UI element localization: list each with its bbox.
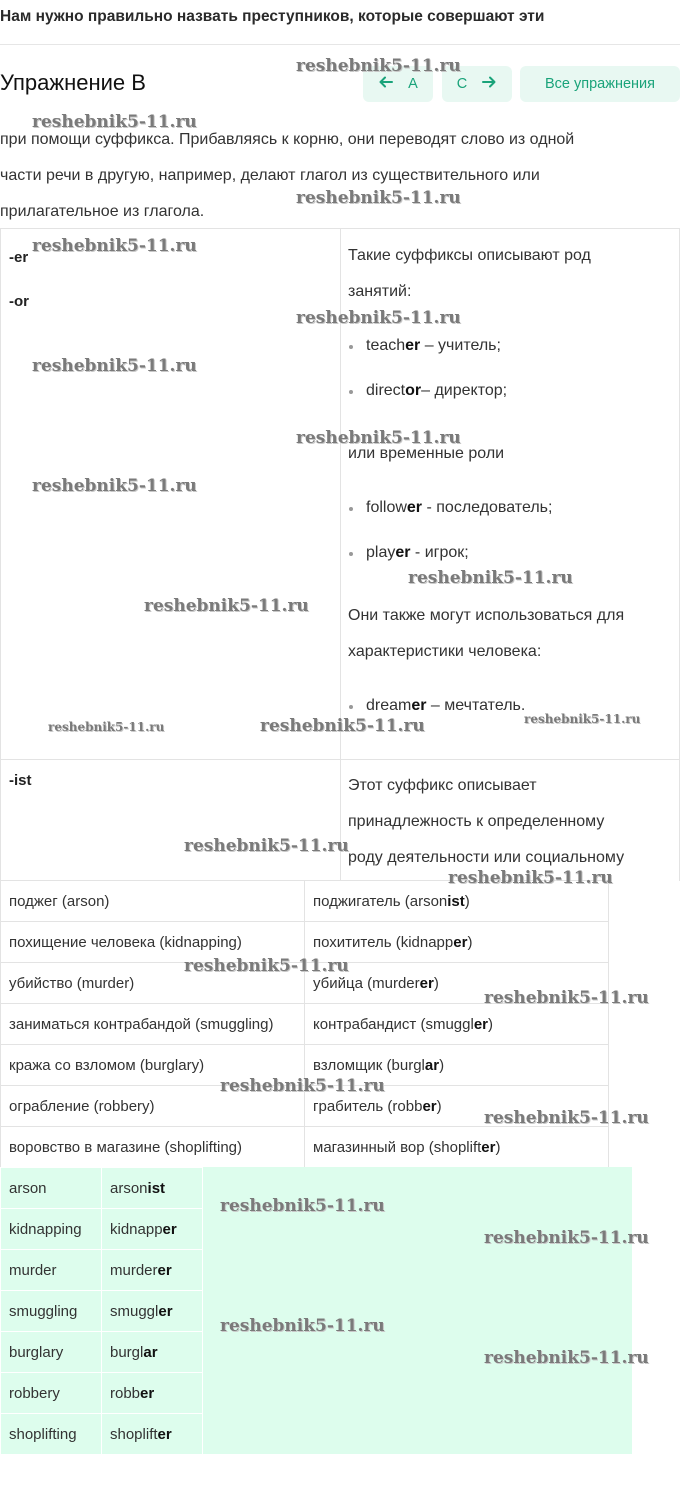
example-player: player - игрок; bbox=[366, 544, 469, 561]
suffix-er: -er bbox=[9, 249, 29, 266]
crime-cell: заниматься контрабандой (smuggling) bbox=[1, 1004, 305, 1045]
watermark: reshebnik5-11.ru bbox=[144, 596, 309, 616]
crime-cell: убийство (murder) bbox=[1, 963, 305, 1004]
answer-table bbox=[0, 1167, 203, 1455]
divider bbox=[0, 44, 680, 45]
watermark: reshebnik5-11.ru bbox=[184, 956, 349, 976]
watermark: reshebnik5-11.ru bbox=[48, 720, 165, 734]
watermark: reshebnik5-11.ru bbox=[220, 1196, 385, 1216]
intro-line: прилагательное из глагола. bbox=[0, 203, 205, 220]
rule-row-er-or bbox=[0, 229, 680, 760]
crime-cell: поджег (arson) bbox=[1, 881, 305, 922]
exercise-title: Упражнение B bbox=[0, 70, 146, 95]
suffix-cell bbox=[0, 760, 341, 881]
watermark: reshebnik5-11.ru bbox=[296, 308, 461, 328]
crime-word: burglary bbox=[1, 1332, 102, 1373]
table-row bbox=[1, 963, 609, 1004]
crime-word: shoplifting bbox=[1, 1414, 102, 1455]
crime-cell: похищение человека (kidnapping) bbox=[1, 922, 305, 963]
desc-line: Они также могут использоваться для bbox=[348, 607, 625, 624]
criminal-cell: похититель (kidnapper) bbox=[305, 922, 609, 963]
crime-word: robbery bbox=[1, 1373, 102, 1414]
criminal-cell: контрабандист (smuggler) bbox=[305, 1004, 609, 1045]
watermark: reshebnik5-11.ru bbox=[484, 988, 649, 1008]
watermark: reshebnik5-11.ru bbox=[184, 836, 349, 856]
criminal-cell: грабитель (robber) bbox=[305, 1086, 609, 1127]
table-row bbox=[1, 1086, 609, 1127]
watermark: reshebnik5-11.ru bbox=[220, 1076, 385, 1096]
watermark: reshebnik5-11.ru bbox=[296, 188, 461, 208]
task-text: Нам нужно правильно назвать преступников, которые совершают эти bbox=[0, 8, 545, 25]
crime-cell: ограбление (robbery) bbox=[1, 1086, 305, 1127]
intro-line: при помощи суффикса. Прибавляясь к корню, они переводят слово из одной bbox=[0, 131, 575, 148]
table-row bbox=[1, 1250, 203, 1291]
translation-table bbox=[0, 880, 609, 1168]
desc-line: Такие суффиксы описывают род bbox=[348, 247, 591, 264]
rule-description bbox=[348, 238, 668, 310]
table-row bbox=[1, 1127, 609, 1168]
criminal-word: smuggler bbox=[102, 1291, 203, 1332]
suffix-or: -or bbox=[9, 293, 29, 310]
watermark: reshebnik5-11.ru bbox=[32, 476, 197, 496]
arrow-right-icon bbox=[481, 74, 497, 94]
watermark: reshebnik5-11.ru bbox=[32, 356, 197, 376]
table-row bbox=[1, 1004, 609, 1045]
watermark: reshebnik5-11.ru bbox=[484, 1348, 649, 1368]
watermark: reshebnik5-11.ru bbox=[32, 112, 197, 132]
criminal-cell: поджигатель (arsonist) bbox=[305, 881, 609, 922]
desc-line: характеристики человека: bbox=[348, 643, 542, 660]
criminal-word: shoplifter bbox=[102, 1414, 203, 1455]
crime-word: arson bbox=[1, 1168, 102, 1209]
watermark: reshebnik5-11.ru bbox=[32, 236, 197, 256]
criminal-word: arsonist bbox=[102, 1168, 203, 1209]
table-row bbox=[1, 1291, 203, 1332]
table-row bbox=[1, 922, 609, 963]
crime-cell: воровство в магазине (shoplifting) bbox=[1, 1127, 305, 1168]
criminal-cell: взломщик (burglar) bbox=[305, 1045, 609, 1086]
table-row bbox=[1, 1209, 203, 1250]
example-dreamer: dreamer – мечтатель. bbox=[366, 697, 526, 714]
watermark: reshebnik5-11.ru bbox=[220, 1316, 385, 1336]
crime-word: kidnapping bbox=[1, 1209, 102, 1250]
table-row bbox=[1, 1373, 203, 1414]
example-follower: follower - последователь; bbox=[366, 499, 553, 516]
example-teacher: teacher – учитель; bbox=[366, 337, 501, 354]
criminal-word: robber bbox=[102, 1373, 203, 1414]
suffix-cell bbox=[0, 229, 341, 759]
intro-line: части речи в другую, например, делают глагол из существительного или bbox=[0, 167, 540, 184]
watermark: reshebnik5-11.ru bbox=[260, 716, 425, 736]
example-director: director– директор; bbox=[366, 382, 508, 399]
crime-cell: кража со взломом (burglary) bbox=[1, 1045, 305, 1086]
criminal-cell: убийца (murderer) bbox=[305, 963, 609, 1004]
all-exercises-button[interactable] bbox=[520, 66, 680, 102]
arrow-left-icon bbox=[378, 74, 394, 94]
watermark: reshebnik5-11.ru bbox=[524, 712, 641, 726]
criminal-word: murderer bbox=[102, 1250, 203, 1291]
criminal-word: burglar bbox=[102, 1332, 203, 1373]
description-cell bbox=[340, 760, 680, 881]
watermark: reshebnik5-11.ru bbox=[448, 868, 613, 888]
prev-exercise-label: A bbox=[408, 76, 418, 92]
desc-line: занятий: bbox=[348, 283, 412, 300]
next-exercise-button[interactable] bbox=[442, 66, 512, 102]
watermark: reshebnik5-11.ru bbox=[296, 428, 461, 448]
next-exercise-label: C bbox=[456, 76, 468, 92]
description-cell bbox=[340, 229, 680, 759]
all-exercises-label: Все упражнения bbox=[545, 76, 655, 92]
rule-description bbox=[348, 768, 668, 876]
table-row bbox=[1, 1045, 609, 1086]
table-row bbox=[1, 1168, 203, 1209]
criminal-cell: магазинный вор (shoplifter) bbox=[305, 1127, 609, 1168]
suffix-ist: -ist bbox=[9, 772, 32, 789]
rule-description bbox=[348, 598, 668, 670]
desc-line: роду деятельности или социальному bbox=[348, 849, 625, 866]
criminal-word: kidnapper bbox=[102, 1209, 203, 1250]
desc-line: принадлежность к определенному bbox=[348, 813, 605, 830]
rule-description: или временные роли bbox=[348, 445, 505, 462]
desc-line: Этот суффикс описывает bbox=[348, 777, 537, 794]
watermark: reshebnik5-11.ru bbox=[296, 56, 461, 76]
suffix-rules-table bbox=[0, 228, 680, 881]
table-row bbox=[1, 1332, 203, 1373]
watermark: reshebnik5-11.ru bbox=[484, 1108, 649, 1128]
intro-paragraph bbox=[0, 122, 670, 230]
table-row bbox=[1, 881, 609, 922]
watermark: reshebnik5-11.ru bbox=[484, 1228, 649, 1248]
crime-word: murder bbox=[1, 1250, 102, 1291]
crime-word: smuggling bbox=[1, 1291, 102, 1332]
watermark: reshebnik5-11.ru bbox=[408, 568, 573, 588]
table-row bbox=[1, 1414, 203, 1455]
rule-row-ist bbox=[0, 760, 680, 881]
prev-exercise-button[interactable] bbox=[363, 66, 433, 102]
